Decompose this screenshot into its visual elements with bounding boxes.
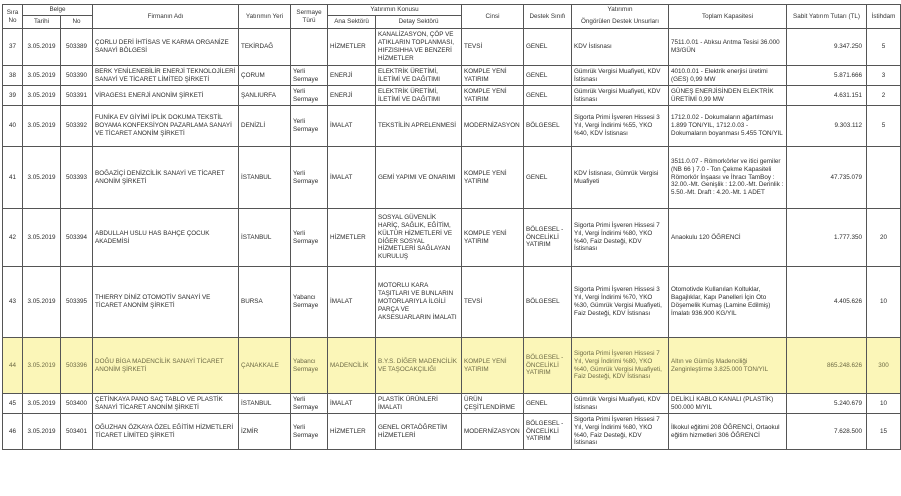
header-yatirim-yeri: Yatırımın Yeri [239,5,291,29]
cell-ana-sektor: ENERJİ [328,66,376,86]
cell-sira-no: 37 [3,29,23,66]
table-body [3,29,901,450]
cell-istihdam: 20 [867,209,901,267]
cell-kapasite: Otomotivde Kullanılan Koltuklar, Bagajlıklar, Kapı Panelleri İçin Oto Döşemelik Kumaş (Lamine Edilmiş) İmalatı 936.900 KG/YIL [669,267,787,338]
cell-cinsi: KOMPLE YENİ YATIRIM [462,86,524,106]
cell-detay-sektor: MOTORLU KARA TAŞITLARI VE BUNLARIN MOTORLARIYLA İLGİLİ PARÇA VE AKSESUARLARIN İMALATI [376,267,462,338]
cell-destek-sinifi: BÖLGESEL - ÖNCELİKLİ YATIRIM [524,338,572,394]
cell-cinsi: KOMPLE YENİ YATIRIM [462,147,524,209]
cell-sira-no: 45 [3,394,23,414]
cell-kapasite: Altın ve Gümüş Madenciliği Zenginleştirme 3.825.000 TON/YIL [669,338,787,394]
cell-kapasite: 3511.0.07 - Römorkörler ve itici gemiler (NB 66 ) 7.0 - Ton Çekme Kapasiteli Römorkör İnşaası ve İhracı TamBoy : 32.00.-Mt. Genişlik : 12.00.-Mt. Derinlik : 5.50.-Mt. Draft : 4.20.-Mt. 1 ADET [669,147,787,209]
cell-sermaye-turu: Yabancı Sermaye [291,338,328,394]
cell-sermaye-turu: Yerli Sermaye [291,86,328,106]
cell-destek-unsurlari: KDV İstisnası [572,29,669,66]
cell-yatirim-yeri: İSTANBUL [239,147,291,209]
cell-yatirim-yeri: ÇORUM [239,66,291,86]
cell-sabit-yatirim-tutari: 47.735.079 [787,147,867,209]
header-firma: Firmanın Adı [93,5,239,29]
cell-kapasite: Anaokulu 120 ÖĞRENCİ [669,209,787,267]
cell-belge-no: 503401 [61,414,93,450]
header-destek-unsurlari: Öngörülen Destek Unsurları [572,16,669,29]
cell-sabit-yatirim-tutari: 865.248.626 [787,338,867,394]
cell-yatirim-yeri: TEKİRDAĞ [239,29,291,66]
cell-sira-no: 43 [3,267,23,338]
cell-tarih: 3.05.2019 [23,29,61,66]
cell-sabit-yatirim-tutari: 4.631.151 [787,86,867,106]
cell-firma-adi: BOĞAZİÇİ DENİZCİLİK SANAYİ VE TİCARET ANONİM ŞİRKETİ [93,147,239,209]
cell-ana-sektor: İMALAT [328,267,376,338]
cell-sabit-yatirim-tutari: 5.240.679 [787,394,867,414]
cell-sira-no: 42 [3,209,23,267]
cell-sermaye-turu: Yerli Sermaye [291,414,328,450]
cell-detay-sektor: GEMİ YAPIMI VE ONARIMI [376,147,462,209]
cell-yatirim-yeri: İSTANBUL [239,394,291,414]
cell-firma-adi: OĞUZHAN ÖZKAYA ÖZEL EĞİTİM HİZMETLERİ TİCARET LİMİTED ŞİRKETİ [93,414,239,450]
cell-sira-no: 44 [3,338,23,394]
cell-cinsi: TEVSİ [462,267,524,338]
cell-sermaye-turu [291,29,328,66]
cell-istihdam [867,147,901,209]
cell-firma-adi: ÇETİNKAYA PANO SAÇ TABLO VE PLASTİK SANAYİ TİCARET ANONİM ŞİRKETİ [93,394,239,414]
cell-ana-sektor: İMALAT [328,106,376,147]
cell-cinsi: ÜRÜN ÇEŞİTLENDİRME [462,394,524,414]
table-header [3,5,901,29]
header-yatirim-konusu: Yatırımın Konusu [328,5,462,16]
cell-sabit-yatirim-tutari: 5.871.666 [787,66,867,86]
cell-cinsi: MODERNİZASYON [462,106,524,147]
cell-yatirim-yeri: ŞANLIURFA [239,86,291,106]
cell-cinsi: KOMPLE YENİ YATIRIM [462,209,524,267]
header-sabit-yatirim: Sabit Yatırım Tutarı (TL) [787,5,867,29]
cell-sermaye-turu: Yerli Sermaye [291,66,328,86]
cell-ana-sektor: ENERJİ [328,86,376,106]
cell-firma-adi: VİRAGES1 ENERJİ ANONİM ŞİRKETİ [93,86,239,106]
cell-sabit-yatirim-tutari: 9.347.250 [787,29,867,66]
cell-istihdam: 3 [867,66,901,86]
cell-detay-sektor: PLASTİK ÜRÜNLERİ İMALATI [376,394,462,414]
header-ana-sektoru: Ana Sektörü [328,16,376,29]
cell-sermaye-turu: Yerli Sermaye [291,394,328,414]
cell-firma-adi: DOĞU BİGA MADENCİLİK SANAYİ TİCARET ANONİM ŞİRKETİ [93,338,239,394]
table-row [3,209,901,267]
cell-belge-no: 503396 [61,338,93,394]
cell-destek-unsurlari: KDV İstisnası, Gümrük Vergisi Muafiyeti [572,147,669,209]
cell-sermaye-turu: Yabancı Sermaye [291,267,328,338]
cell-yatirim-yeri: İSTANBUL [239,209,291,267]
cell-kapasite: 4010.0.01 - Elektrik enerjisi üretimi (GES) 0,99 MW [669,66,787,86]
cell-sabit-yatirim-tutari: 4.405.626 [787,267,867,338]
incentive-certificate-table-page [2,4,896,450]
cell-istihdam: 15 [867,414,901,450]
cell-istihdam: 10 [867,394,901,414]
cell-tarih: 3.05.2019 [23,209,61,267]
cell-destek-sinifi: BÖLGESEL [524,106,572,147]
investment-incentive-table [2,4,901,450]
cell-ana-sektor: İMALAT [328,394,376,414]
cell-cinsi: MODERNİZASYON [462,414,524,450]
cell-belge-no: 503390 [61,66,93,86]
cell-detay-sektor: GENEL ORTAÖĞRETİM HİZMETLERİ [376,414,462,450]
cell-destek-sinifi: BÖLGESEL [524,267,572,338]
cell-ana-sektor: HİZMETLER [328,414,376,450]
cell-destek-unsurlari: Gümrük Vergisi Muafiyeti, KDV İstisnası [572,66,669,86]
table-row [3,147,901,209]
cell-destek-unsurlari: Sigorta Primi İşveren Hissesi 3 Yıl, Vergi İndirimi %55, YKO %40, KDV İstisnası [572,106,669,147]
cell-destek-unsurlari: Sigorta Primi İşveren Hissesi 7 Yıl, Vergi İndirimi %80, YKO %40, Gümrük Vergisi Muafiyeti, Faiz Desteği, KDV İstisnası [572,338,669,394]
cell-yatirim-yeri: BURSA [239,267,291,338]
cell-detay-sektor: TEKSTİLİN APRELENMESİ [376,106,462,147]
cell-destek-sinifi: GENEL [524,66,572,86]
header-tarihi: Tarihi [23,16,61,29]
cell-belge-no: 503395 [61,267,93,338]
cell-sermaye-turu: Yerli Sermaye [291,209,328,267]
cell-istihdam: 10 [867,267,901,338]
header-belge: Belge [23,5,93,16]
cell-sabit-yatirim-tutari: 1.777.350 [787,209,867,267]
cell-istihdam: 5 [867,29,901,66]
cell-sira-no: 46 [3,414,23,450]
cell-belge-no: 503391 [61,86,93,106]
table-row-highlighted [3,338,901,394]
header-sira-no: Sıra No [3,5,23,29]
cell-yatirim-yeri: DENİZLİ [239,106,291,147]
cell-sabit-yatirim-tutari: 7.628.500 [787,414,867,450]
cell-sira-no: 41 [3,147,23,209]
table-row [3,29,901,66]
cell-destek-unsurlari: Sigorta Primi İşveren Hissesi 7 Yıl, Vergi İndirimi %80, YKO %40, Faiz Desteği, KDV İstisnası [572,209,669,267]
cell-detay-sektor: SOSYAL GÜVENLİK HARİÇ, SAĞLIK, EĞİTİM, KÜLTÜR HİZMETLERİ VE DİĞER SOSYAL HİZMETLERİ SAĞLAYAN KURULUŞ [376,209,462,267]
cell-firma-adi: ABDULLAH USLU HAS BAHÇE ÇOCUK AKADEMİSİ [93,209,239,267]
header-yatirimin: Yatırımın [572,5,669,16]
cell-yatirim-yeri: İZMİR [239,414,291,450]
cell-firma-adi: THIERRY DİNİZ OTOMOTİV SANAYİ VE TİCARET ANONİM ŞİRKETİ [93,267,239,338]
cell-belge-no: 503392 [61,106,93,147]
cell-destek-sinifi: GENEL [524,86,572,106]
table-row [3,106,901,147]
cell-tarih: 3.05.2019 [23,414,61,450]
cell-sabit-yatirim-tutari: 9.303.112 [787,106,867,147]
header-kapasite: Toplam Kapasitesi [669,5,787,29]
cell-kapasite: 1712.0.02 - Dokumaların ağartılması 1.899 TON/YIL, 1712.0.03 - Dokumaların boyanması 5.455 TON/YIL [669,106,787,147]
cell-destek-unsurlari: Sigorta Primi İşveren Hissesi 3 Yıl, Vergi İndirimi %70, YKO %30, Gümrük Vergisi Muafiyeti, Faiz Desteği, KDV İstisnası [572,267,669,338]
cell-firma-adi: FUNİKA EV GİYİMİ İPLİK DOKUMA TEKSTİL BOYAMA KONFEKSİYON PAZARLAMA SANAYİ VE TİCARET ANONİM ŞİRKETİ [93,106,239,147]
header-sermaye-turu: Sermaye Türü [291,5,328,29]
cell-cinsi: TEVSİ [462,29,524,66]
cell-tarih: 3.05.2019 [23,394,61,414]
header-cinsi: Cinsi [462,5,524,29]
cell-firma-adi: ÇORLU DERİ İHTİSAS VE KARMA ORGANİZE SANAYİ BÖLGESİ [93,29,239,66]
cell-istihdam: 5 [867,106,901,147]
table-row [3,414,901,450]
cell-destek-sinifi: GENEL [524,29,572,66]
cell-tarih: 3.05.2019 [23,106,61,147]
cell-destek-unsurlari: Gümrük Vergisi Muafiyeti, KDV İstisnası [572,86,669,106]
cell-sira-no: 40 [3,106,23,147]
cell-belge-no: 503400 [61,394,93,414]
cell-sira-no: 39 [3,86,23,106]
cell-sermaye-turu: Yerli Sermaye [291,106,328,147]
header-no: No [61,16,93,29]
cell-kapasite: GÜNEŞ ENERJİSİNDEN ELEKTRİK ÜRETİMİ 0,99 MW [669,86,787,106]
cell-destek-sinifi: GENEL [524,394,572,414]
cell-tarih: 3.05.2019 [23,86,61,106]
header-detay-sektoru: Detay Sektörü [376,16,462,29]
cell-tarih: 3.05.2019 [23,338,61,394]
cell-kapasite: İlkokul eğitimi 208 ÖĞRENCİ, Ortaokul eğitim hizmetleri 306 ÖĞRENCİ [669,414,787,450]
cell-ana-sektor: HİZMETLER [328,209,376,267]
table-row [3,86,901,106]
cell-firma-adi: BERK YENİLENEBİLİR ENERJİ TEKNOLOJİLERİ SANAYİ VE TİCARET LİMİTED ŞİRKETİ [93,66,239,86]
cell-cinsi: KOMPLE YENİ YATIRIM [462,66,524,86]
table-row [3,66,901,86]
cell-tarih: 3.05.2019 [23,147,61,209]
cell-ana-sektor: HİZMETLER [328,29,376,66]
cell-detay-sektor: ELEKTRİK ÜRETİMİ, İLETİMİ VE DAĞITIMI [376,86,462,106]
table-row [3,394,901,414]
cell-yatirim-yeri: ÇANAKKALE [239,338,291,394]
header-istihdam: İstihdam [867,5,901,29]
cell-destek-unsurlari: Sigorta Primi İşveren Hissesi 7 Yıl, Vergi İndirimi %80, YKO %40, Faiz Desteği, KDV İstisnası [572,414,669,450]
cell-destek-sinifi: BÖLGESEL - ÖNCELİKLİ YATIRIM [524,209,572,267]
cell-kapasite: 7511.0.01 - Atıksu Arıtma Tesisi 36.000 M3/GÜN [669,29,787,66]
cell-destek-sinifi: BÖLGESEL - ÖNCELİKLİ YATIRIM [524,414,572,450]
cell-belge-no: 503389 [61,29,93,66]
cell-destek-unsurlari: Gümrük Vergisi Muafiyeti, KDV İstisnası [572,394,669,414]
cell-detay-sektor: B.Y.S. DİĞER MADENCİLİK VE TAŞOCAKÇILIĞI [376,338,462,394]
cell-detay-sektor: ELEKTRİK ÜRETİMİ, İLETİMİ VE DAĞITIMI [376,66,462,86]
table-row [3,267,901,338]
cell-tarih: 3.05.2019 [23,267,61,338]
cell-kapasite: DELİKLİ KABLO KANALI (PLASTİK) 500.000 M/YIL [669,394,787,414]
cell-destek-sinifi: GENEL [524,147,572,209]
cell-sermaye-turu: Yerli Sermaye [291,147,328,209]
cell-ana-sektor: İMALAT [328,147,376,209]
header-destek-sinifi: Destek Sınıfı [524,5,572,29]
cell-cinsi: KOMPLE YENİ YATIRIM [462,338,524,394]
cell-detay-sektor: KANALİZASYON, ÇÖP VE ATIKLARIN TOPLANMASI, HIFZISIHHA VE BENZERİ HİZMETLER [376,29,462,66]
cell-istihdam: 300 [867,338,901,394]
cell-ana-sektor: MADENCİLİK [328,338,376,394]
cell-tarih: 3.05.2019 [23,66,61,86]
cell-istihdam: 2 [867,86,901,106]
cell-sira-no: 38 [3,66,23,86]
cell-belge-no: 503393 [61,147,93,209]
cell-belge-no: 503394 [61,209,93,267]
